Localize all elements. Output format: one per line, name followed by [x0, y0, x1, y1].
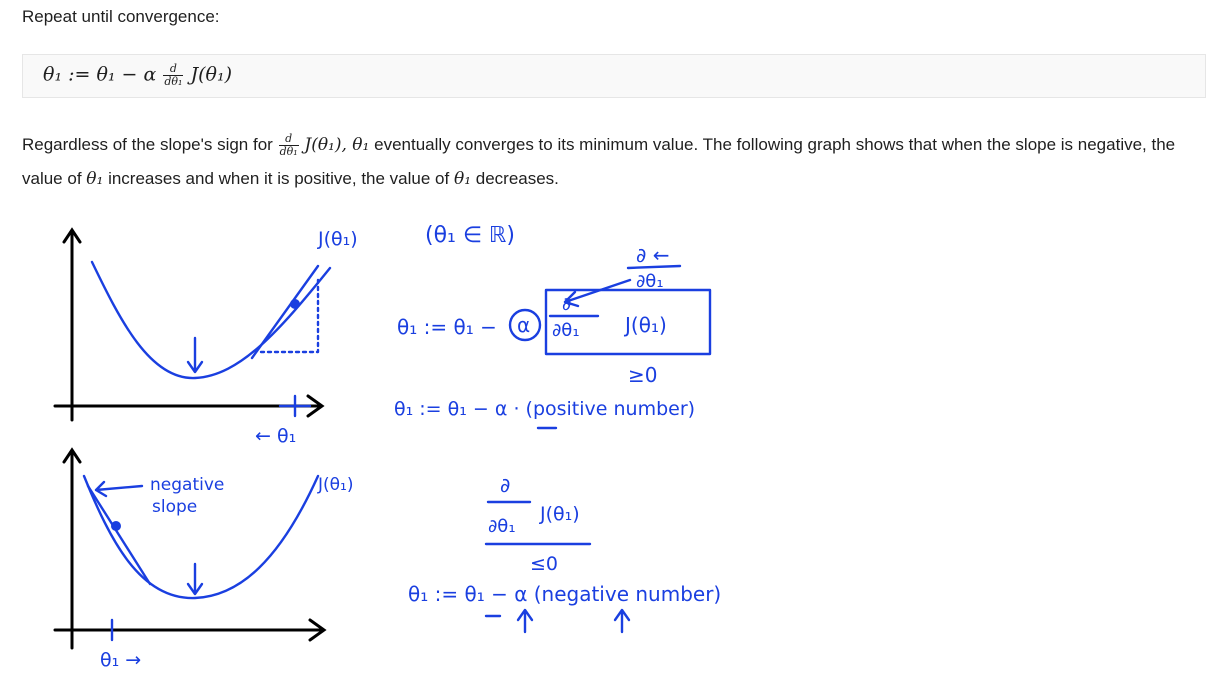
- positive-update-line: θ₁ := θ₁ − α · (positive number): [394, 398, 696, 420]
- update-lhs-label: θ₁ := θ₁ −: [397, 315, 497, 339]
- formula-lhs: θ₁ := θ₁ − α: [43, 63, 157, 86]
- d-den-label: ∂θ₁: [488, 516, 516, 537]
- pointer-arrow: [565, 280, 630, 306]
- intro-text: Repeat until convergence:: [22, 7, 220, 26]
- box-den-label: ∂θ₁: [552, 320, 580, 341]
- bottom-point: [111, 521, 121, 531]
- partial-bottom-label: ∂θ₁: [636, 271, 664, 292]
- formula-frac-num: d: [163, 63, 183, 76]
- leq0-label: ≤0: [530, 553, 559, 575]
- para-expr: J(θ₁), θ₁: [304, 135, 370, 155]
- gradient-descent-sketch: [0, 205, 1219, 686]
- d-num-label: ∂: [500, 473, 511, 497]
- top-cost-curve: [92, 262, 330, 378]
- top-min-arrow: [188, 338, 202, 372]
- update-formula: [43, 63, 232, 88]
- para-text-1: Regardless of the slope's sign for: [22, 135, 273, 154]
- formula-frac-den: dθ₁: [164, 75, 183, 88]
- para-text-4: decreases.: [475, 169, 559, 188]
- formula-derivative: [163, 63, 183, 88]
- slope-label: slope: [152, 497, 198, 517]
- para-var-1: θ₁: [86, 169, 104, 189]
- formula-box: [22, 54, 1206, 98]
- bottom-min-arrow: [188, 564, 202, 594]
- partial-top-label: ∂ ←: [636, 243, 670, 267]
- neg-slope-pointer: [96, 482, 142, 496]
- top-point: [290, 299, 300, 309]
- para-text-3: increases and when it is positive, the value of: [108, 169, 450, 188]
- top-j-label: J(θ₁): [318, 228, 358, 250]
- negative-update-line: θ₁ := θ₁ − α (negative number): [408, 582, 722, 606]
- para-derivative: [279, 133, 299, 158]
- d-j-label: J(θ₁): [540, 503, 580, 525]
- theta-right-label: θ₁ →: [100, 649, 142, 671]
- top-domain-label: (θ₁ ∈ ℝ): [425, 223, 516, 248]
- negative-label: negative: [150, 475, 225, 495]
- theta-left-label: ← θ₁: [255, 425, 297, 447]
- alpha-label: α: [517, 313, 531, 337]
- para-frac-den: dθ₁: [279, 145, 298, 159]
- number-up-arrow: [615, 610, 629, 632]
- top-tangent-line: [252, 266, 318, 358]
- alpha-up-arrow: [518, 610, 532, 632]
- top-tick: [280, 396, 310, 416]
- bottom-j-label: J(θ₁): [318, 475, 354, 495]
- bottom-tangent-line: [88, 486, 150, 584]
- box-num-label: ∂: [562, 294, 572, 315]
- para-frac-num: d: [279, 133, 299, 146]
- box-j-label: J(θ₁): [625, 313, 667, 337]
- para-var-2: θ₁: [453, 169, 472, 189]
- geq0-label: ≥0: [628, 363, 658, 387]
- formula-rhs: J(θ₁): [190, 63, 233, 86]
- explanation-paragraph: [22, 128, 1202, 196]
- para-text-2: eventually converges to its minimum value. The following graph shows that when the slope is negative, the value of: [22, 135, 1176, 188]
